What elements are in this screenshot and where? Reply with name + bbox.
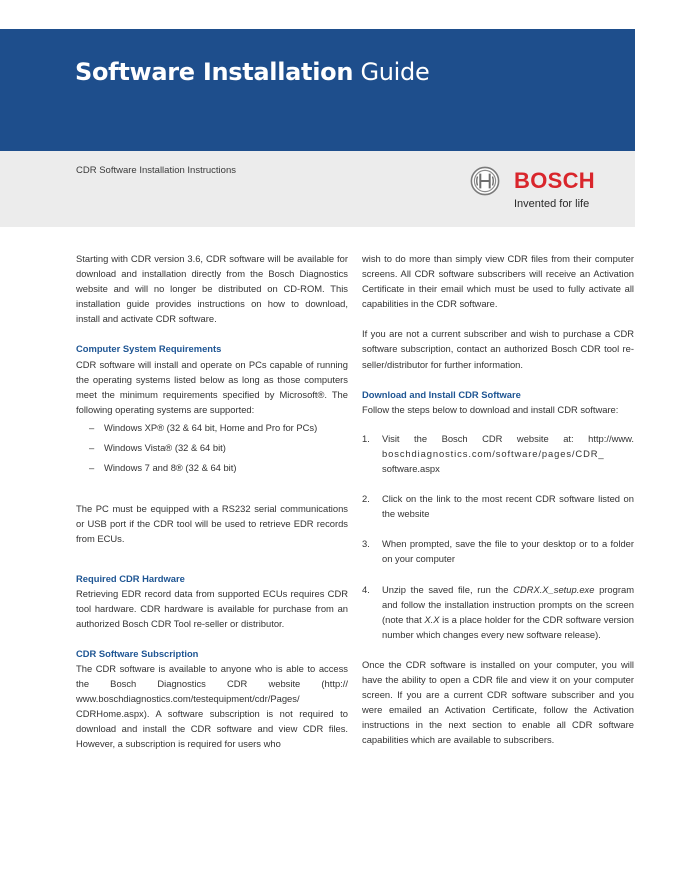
bullet-dash: – xyxy=(89,442,95,454)
os-list-item: – Windows XP® (32 & 64 bit, Home and Pro for PCs) xyxy=(76,420,348,435)
intro-paragraph: Starting with CDR version 3.6, CDR software will be available for download and installation directly from the Bosch Diagnostics website and will no longer be distributed on CD-ROM. This installation guide provides instructions on how to download, install and activate CDR software. xyxy=(76,253,348,325)
step-number: 1. xyxy=(362,432,370,444)
download-url: boschdiagnostics.com/software/pages/CDR_ xyxy=(382,447,605,459)
title-bold: Software Installation xyxy=(75,58,354,86)
step-number: 4. xyxy=(362,583,370,595)
hardware-heading: Required CDR Hardware xyxy=(76,572,185,584)
install-step: 1. Visit the Bosch CDR website at: http://www. boschdiagnostics.com/software/pages/CDR_ software.aspx xyxy=(362,432,634,475)
os-list xyxy=(76,420,348,475)
port-paragraph: The PC must be equipped with a RS232 serial communications or USB port if the CDR tool will be used to retrieve EDR records from ECUs. xyxy=(76,503,348,545)
subscription-paragraph: The CDR software is available to anyone who is able to access the Bosch Diagnostics CDR website (http:// www.boschdiagnostics.com/testequipment/cdr/Pages/ CDRHome.aspx). A software subscription is not required to download and install the CDR software and view CDR files. However, a subscription is required for users who xyxy=(76,662,348,750)
bullet-dash: – xyxy=(89,462,95,474)
install-step: 4. Unzip the saved file, run the CDRX.X_setup.exe program and follow the installation instruction prompts on the screen (note that X.X is a place holder for the CDR software version number which changes every new software release). xyxy=(362,583,635,640)
requirements-paragraph: CDR software will install and operate on PCs capable of running the operating systems listed below as long as those computers meet the minimum requirements specified by Microsoft®. The following operating systems are supported: xyxy=(76,358,348,415)
brand-logo-text: BOSCH xyxy=(514,168,595,193)
subscription-continued-paragraph: wish to do more than simply view CDR files from their computer screens. All CDR software subscribers will receive an Activation Certificate in their email which must be used to fully activate all capabilities in the CDR software. xyxy=(362,253,634,310)
download-intro: Follow the steps below to download and install CDR software: xyxy=(362,403,619,415)
left-column xyxy=(76,251,348,752)
setup-file-name: CDRX.X_setup.exe xyxy=(513,583,595,595)
os-list-item: – Windows 7 and 8® (32 & 64 bit) xyxy=(76,460,348,475)
document-subtitle: CDR Software Installation Instructions xyxy=(76,165,236,176)
download-heading: Download and Install CDR Software xyxy=(362,388,521,400)
requirements-heading: Computer System Requirements xyxy=(76,343,222,355)
bosch-armature-icon xyxy=(470,166,500,196)
hardware-paragraph: Retrieving EDR record data from supported ECUs requires CDR tool hardware. CDR hardware is available for purchase from an authorized Bosch CDR Tool re-seller or distributor. xyxy=(76,587,348,629)
title-light: Guide xyxy=(360,58,430,86)
bullet-dash: – xyxy=(89,421,95,433)
brand-tagline: Invented for life xyxy=(514,198,590,210)
os-list-item: – Windows Vista® (32 & 64 bit) xyxy=(76,440,348,455)
step-number: 2. xyxy=(362,493,370,505)
install-step: 3. When prompted, save the file to your desktop or to a folder on your computer xyxy=(362,538,634,565)
version-placeholder: X.X xyxy=(424,613,440,625)
install-steps xyxy=(362,431,634,642)
not-subscriber-paragraph: If you are not a current subscriber and wish to purchase a CDR software subscription, contact an authorized Bosch CDR tool re-seller/distributor for further information. xyxy=(362,328,634,370)
page-title xyxy=(75,58,429,86)
subscription-heading: CDR Software Subscription xyxy=(76,647,199,659)
step-number: 3. xyxy=(362,538,370,550)
closing-paragraph: Once the CDR software is installed on your computer, you will have the ability to open a CDR file and view it on your computer screen. If you are a current CDR software subscriber and you were emailed an Activation Certificate, follow the Activation instructions in the next section to enable all CDR software capabilities which are available to subscribers. xyxy=(362,658,634,746)
right-column xyxy=(362,251,634,747)
install-step: 2. Click on the link to the most recent CDR software listed on the website xyxy=(362,493,634,520)
header-band xyxy=(0,29,635,151)
